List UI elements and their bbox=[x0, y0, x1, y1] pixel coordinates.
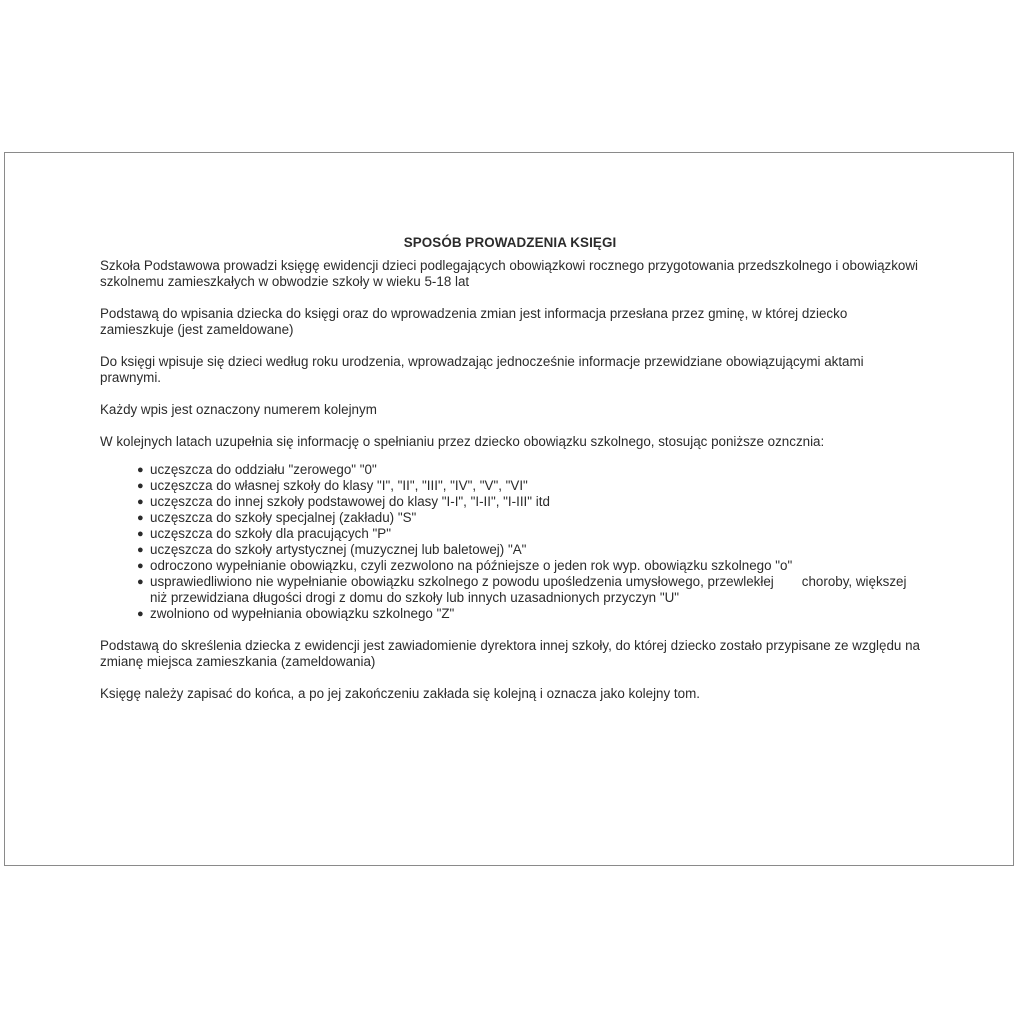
list-item bbox=[137, 526, 920, 542]
marking-codes-list bbox=[100, 462, 920, 622]
list-item bbox=[137, 478, 920, 494]
list-item-text: uczęszcza do szkoły dla pracujących "P" bbox=[150, 526, 391, 541]
paragraph-entry-order: Do księgi wpisuje się dzieci według roku urodzenia, wprowadzając jednocześnie informacje przewidziane obowiązującymi aktami prawnymi. bbox=[100, 354, 864, 385]
bullet-icon: ● bbox=[137, 496, 144, 508]
list-item-text-part2: choroby, większej niż przewidziana długości drogi z domu do szkoły lub innych uzasadnionych przyczyn "U" bbox=[150, 574, 907, 605]
bullet-icon: ● bbox=[137, 560, 144, 572]
list-item bbox=[137, 606, 920, 622]
list-item-text: uczęszcza do innej szkoły podstawowej do klasy "I-I", "I-II", "I-III" itd bbox=[150, 494, 550, 509]
paragraph-numbering: Każdy wpis jest oznaczony numerem kolejnym bbox=[100, 402, 377, 417]
list-item bbox=[137, 494, 920, 510]
list-item bbox=[137, 558, 920, 574]
bullet-icon: ● bbox=[137, 528, 144, 540]
paragraph-scope: Szkoła Podstawowa prowadzi księgę ewidencji dzieci podlegających obowiązkowi rocznego przygotowania przedszkolnego i obowiązkowi szkolnemu zamieszkałych w obwodzie szkoły w wieku 5-18 lat bbox=[100, 258, 919, 289]
list-item-text-part1: usprawiedliwiono nie wypełnianie obowiązku szkolnego z powodu upośledzenia umysłowego, przewlekłej bbox=[150, 574, 774, 589]
paragraph-book-completion: Księgę należy zapisać do końca, a po jej zakończeniu zakłada się kolejną i oznacza jako kolejny tom. bbox=[100, 686, 700, 701]
list-item bbox=[137, 462, 920, 478]
bullet-icon: ● bbox=[137, 576, 144, 588]
list-item-text: uczęszcza do szkoły artystycznej (muzycznej lub baletowej) "A" bbox=[150, 542, 527, 557]
bullet-icon: ● bbox=[137, 544, 144, 556]
document-title: SPOSÓB PROWADZENIA KSIĘGI bbox=[403, 235, 617, 250]
paragraph-removal-basis: Podstawą do skreślenia dziecka z ewidencji jest zawiadomienie dyrektora innej szkoły, do której dziecko zostało przypisane ze względu na zmianę miejsca zamieszkania (zameldowania) bbox=[100, 638, 920, 669]
list-item-text: uczęszcza do oddziału "zerowego" "0" bbox=[150, 462, 377, 477]
page-frame bbox=[4, 152, 1014, 866]
document-body bbox=[100, 235, 920, 718]
bullet-icon: ● bbox=[137, 512, 144, 524]
list-item-text: uczęszcza do własnej szkoły do klasy "I", "II", "III", "IV", "V", "VI" bbox=[150, 478, 528, 493]
bullet-icon: ● bbox=[137, 480, 144, 492]
list-item bbox=[137, 510, 920, 526]
list-item-text: uczęszcza do szkoły specjalnej (zakładu) "S" bbox=[150, 510, 417, 525]
bullet-icon: ● bbox=[137, 608, 144, 620]
list-item bbox=[137, 574, 920, 606]
paragraph-annual-updates: W kolejnych latach uzupełnia się informację o spełnianiu przez dziecko obowiązku szkolnego, stosując poniższe ozncznia: bbox=[100, 434, 825, 449]
list-item-text: odroczono wypełnianie obowiązku, czyli zezwolono na późniejsze o jeden rok wyp. obowiązku szkolnego "o" bbox=[150, 558, 793, 573]
list-item-text: zwolniono od wypełniania obowiązku szkolnego "Z" bbox=[150, 606, 455, 621]
list-item bbox=[137, 542, 920, 558]
bullet-icon: ● bbox=[137, 464, 144, 476]
paragraph-basis-for-entry: Podstawą do wpisania dziecka do księgi oraz do wprowadzenia zmian jest informacja przesłana przez gminę, w której dziecko zamieszkuje (jest zameldowane) bbox=[100, 306, 848, 337]
